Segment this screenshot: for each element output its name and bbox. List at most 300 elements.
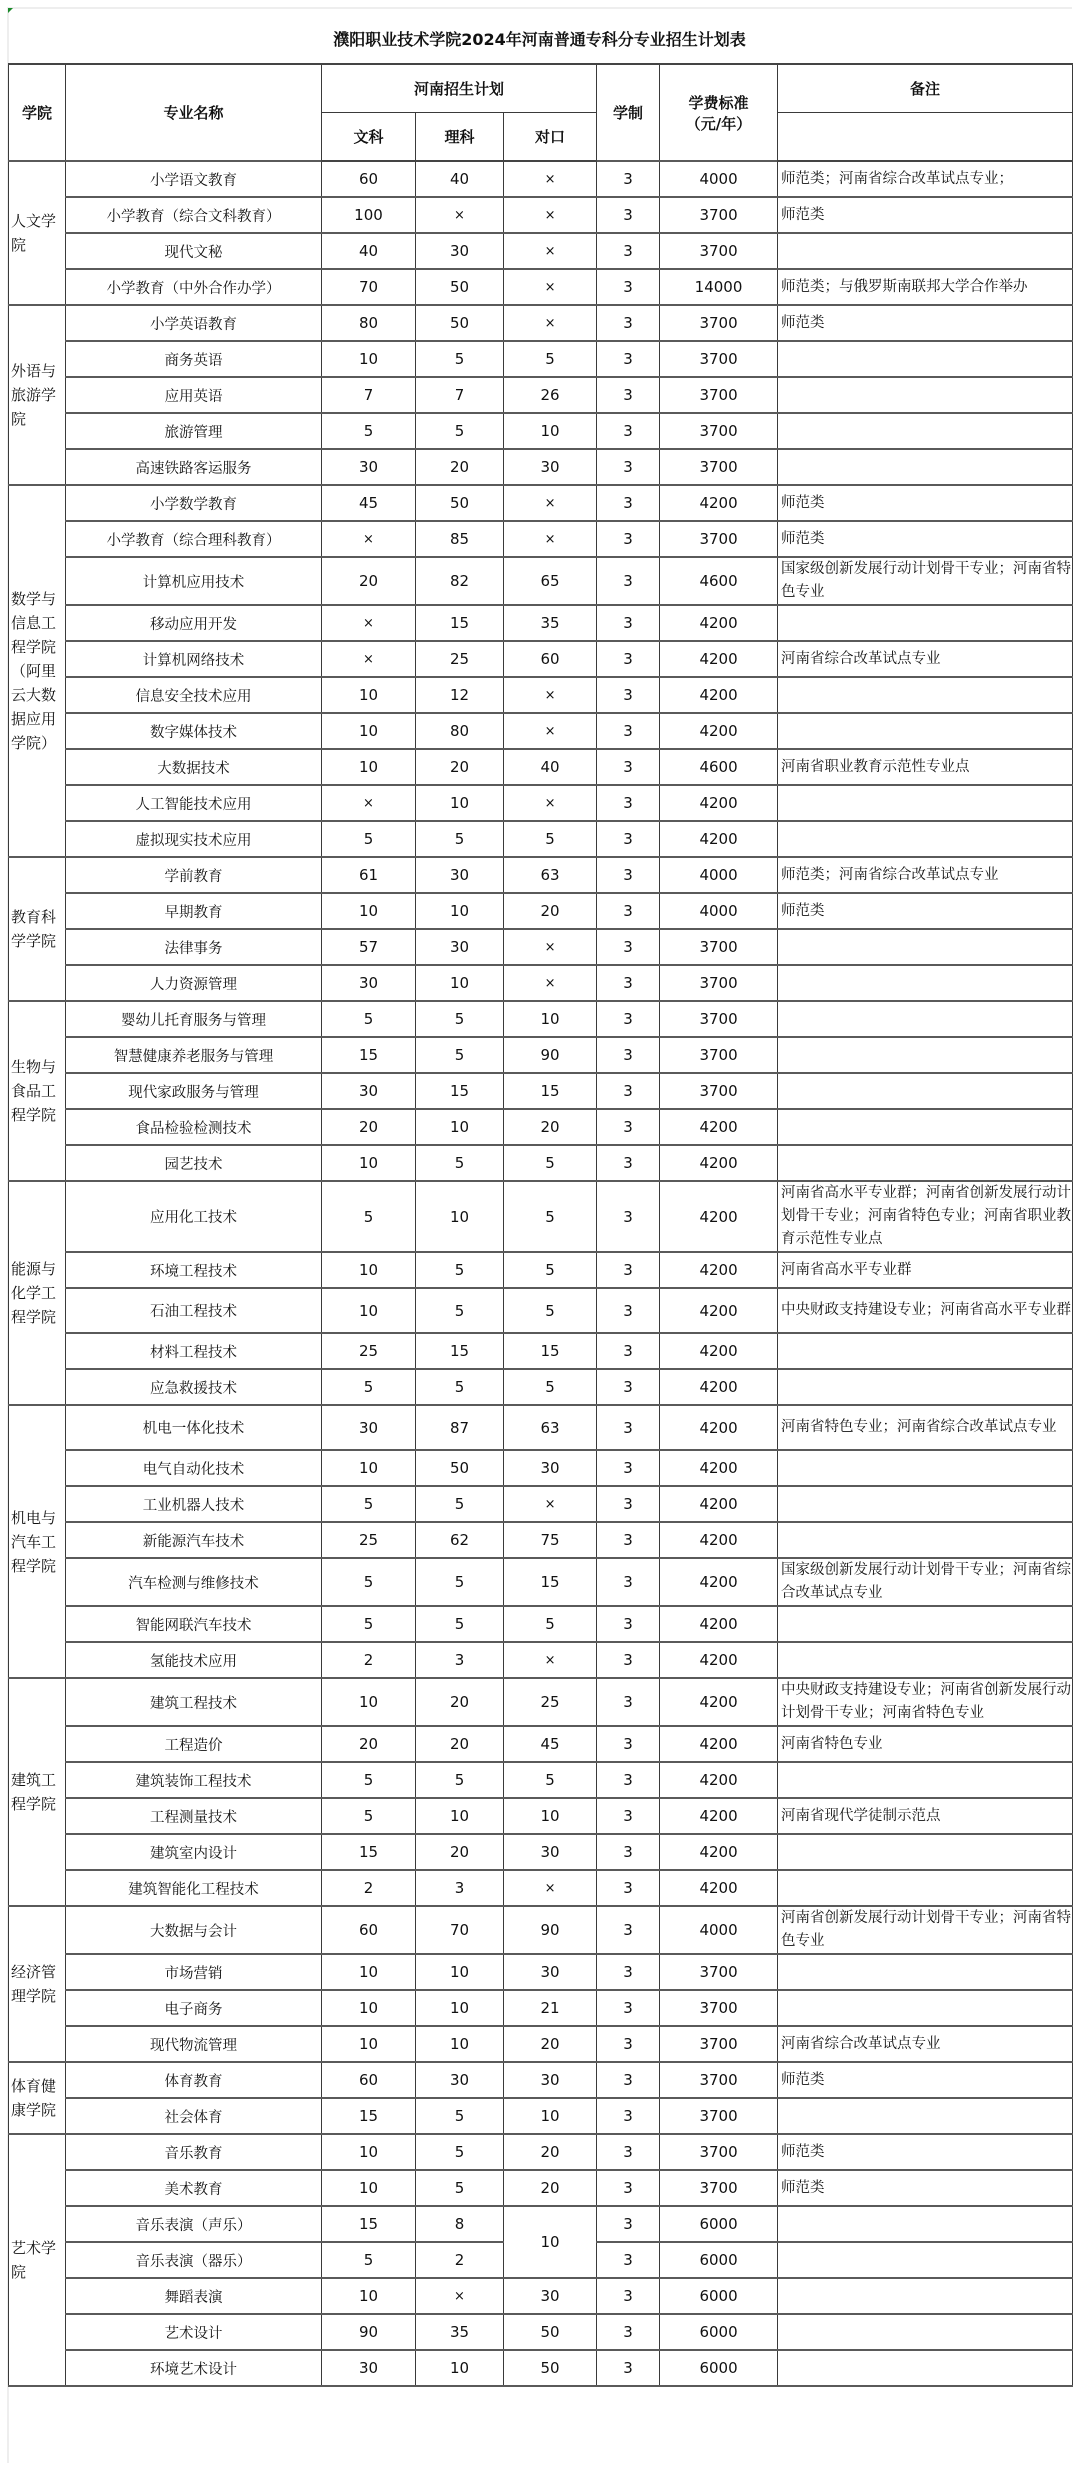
tuition-fee: 3700: [660, 1001, 778, 1037]
major-name: 高速铁路客运服务: [66, 449, 322, 485]
tuition-fee: 6000: [660, 2350, 778, 2386]
tuition-fee: 4600: [660, 557, 778, 605]
tuition-fee: 4200: [660, 713, 778, 749]
tuition-fee: 4200: [660, 1834, 778, 1870]
duration-years: 3: [597, 1606, 660, 1642]
remarks: [778, 677, 1073, 713]
remarks: 师范类: [778, 485, 1073, 521]
major-name: 社会体育: [66, 2098, 322, 2134]
college-name: 机电与汽车工程学院: [9, 1405, 66, 1678]
duration-years: 3: [597, 1762, 660, 1798]
table-row: [9, 1522, 1073, 1558]
major-name: 计算机应用技术: [66, 557, 322, 605]
tuition-fee: 4200: [660, 1642, 778, 1678]
arts-quota: 5: [322, 1798, 416, 1834]
table-row: [9, 305, 1073, 341]
major-name: 建筑工程技术: [66, 1678, 322, 1726]
college-name: 人文学院: [9, 161, 66, 305]
science-quota: 20: [416, 449, 504, 485]
remarks: 师范类: [778, 521, 1073, 557]
major-name: 应用英语: [66, 377, 322, 413]
tuition-fee: 3700: [660, 233, 778, 269]
vocational-quota: 63: [504, 857, 597, 893]
remarks: 师范类: [778, 2170, 1073, 2206]
arts-quota: 10: [322, 2170, 416, 2206]
science-quota: 2: [416, 2242, 504, 2278]
tuition-fee: 3700: [660, 965, 778, 1001]
vocational-quota: 30: [504, 449, 597, 485]
table-row: [9, 2062, 1073, 2098]
science-quota: 10: [416, 1109, 504, 1145]
header-tuition-line1: 学费标准: [688, 93, 749, 112]
arts-quota: 2: [322, 1870, 416, 1906]
major-name: 舞蹈表演: [66, 2278, 322, 2314]
vocational-quota: 5: [504, 1369, 597, 1405]
tuition-fee: 4200: [660, 1798, 778, 1834]
tuition-fee: 6000: [660, 2278, 778, 2314]
vocational-quota: 5: [504, 1762, 597, 1798]
tuition-fee: 4200: [660, 785, 778, 821]
tuition-fee: 4200: [660, 1369, 778, 1405]
tuition-fee: 3700: [660, 449, 778, 485]
college-name: 体育健康学院: [9, 2062, 66, 2134]
science-quota: 5: [416, 1369, 504, 1405]
major-name: 环境工程技术: [66, 1252, 322, 1288]
vocational-quota: 65: [504, 557, 597, 605]
arts-quota: 25: [322, 1333, 416, 1369]
duration-years: 3: [597, 1522, 660, 1558]
header-science: 理科: [416, 113, 504, 162]
table-row: [9, 1333, 1073, 1369]
major-name: 氢能技术应用: [66, 1642, 322, 1678]
table-row: [9, 2134, 1073, 2170]
science-quota: 3: [416, 1642, 504, 1678]
table-row: [9, 269, 1073, 305]
arts-quota: 10: [322, 893, 416, 929]
science-quota: 12: [416, 677, 504, 713]
remarks: [778, 821, 1073, 857]
duration-years: 3: [597, 1288, 660, 1333]
arts-quota: 30: [322, 1073, 416, 1109]
table-row: [9, 1642, 1073, 1678]
vocational-quota: 30: [504, 1954, 597, 1990]
tuition-fee: 3700: [660, 2098, 778, 2134]
duration-years: 3: [597, 161, 660, 197]
arts-quota: 70: [322, 269, 416, 305]
remarks: [778, 377, 1073, 413]
science-quota: 5: [416, 821, 504, 857]
remarks: [778, 341, 1073, 377]
duration-years: 3: [597, 605, 660, 641]
major-name: 小学教育（综合文科教育）: [66, 197, 322, 233]
science-quota: 5: [416, 1288, 504, 1333]
page-title: 濮阳职业技术学院2024年河南普通专科分专业招生计划表: [333, 30, 746, 49]
science-quota: 50: [416, 305, 504, 341]
remarks: [778, 1109, 1073, 1145]
remarks: [778, 2098, 1073, 2134]
vocational-quota: ×: [504, 965, 597, 1001]
duration-years: 3: [597, 2026, 660, 2062]
arts-quota: 15: [322, 1037, 416, 1073]
table-row: [9, 1405, 1073, 1450]
remarks: [778, 1333, 1073, 1369]
remarks: 师范类: [778, 2062, 1073, 2098]
vocational-quota: 45: [504, 1726, 597, 1762]
table-row: [9, 1990, 1073, 2026]
major-name: 小学数学教育: [66, 485, 322, 521]
arts-quota: 10: [322, 2278, 416, 2314]
arts-quota: ×: [322, 641, 416, 677]
table-row: [9, 485, 1073, 521]
table-row: [9, 557, 1073, 605]
table-row: [9, 2350, 1073, 2386]
vocational-quota: 15: [504, 1558, 597, 1606]
science-quota: 50: [416, 1450, 504, 1486]
arts-quota: 5: [322, 1762, 416, 1798]
table-row: [9, 2170, 1073, 2206]
tuition-fee: 14000: [660, 269, 778, 305]
major-name: 人工智能技术应用: [66, 785, 322, 821]
duration-years: 3: [597, 1333, 660, 1369]
duration-years: 3: [597, 1954, 660, 1990]
table-row: [9, 857, 1073, 893]
remarks: [778, 1990, 1073, 2026]
remarks: 师范类；河南省综合改革试点专业: [778, 857, 1073, 893]
tuition-fee: 3700: [660, 1073, 778, 1109]
duration-years: 3: [597, 1037, 660, 1073]
major-name: 虚拟现实技术应用: [66, 821, 322, 857]
duration-years: 3: [597, 713, 660, 749]
major-name: 大数据技术: [66, 749, 322, 785]
science-quota: 7: [416, 377, 504, 413]
arts-quota: 10: [322, 1954, 416, 1990]
vocational-quota: 5: [504, 341, 597, 377]
remarks: [778, 413, 1073, 449]
vocational-quota: 15: [504, 1333, 597, 1369]
tuition-fee: 4200: [660, 1558, 778, 1606]
college-name: 教育科学学院: [9, 857, 66, 1001]
duration-years: 3: [597, 1834, 660, 1870]
table-row: [9, 1001, 1073, 1037]
remarks: [778, 1762, 1073, 1798]
remarks: [778, 2206, 1073, 2242]
science-quota: 3: [416, 1870, 504, 1906]
major-name: 市场营销: [66, 1954, 322, 1990]
major-name: 小学教育（中外合作办学）: [66, 269, 322, 305]
tuition-fee: 4200: [660, 1405, 778, 1450]
table-row: [9, 1954, 1073, 1990]
remarks: [778, 605, 1073, 641]
major-name: 学前教育: [66, 857, 322, 893]
tuition-fee: 6000: [660, 2314, 778, 2350]
major-name: 现代物流管理: [66, 2026, 322, 2062]
major-name: 应用化工技术: [66, 1181, 322, 1252]
tuition-fee: 4200: [660, 1678, 778, 1726]
arts-quota: 15: [322, 2098, 416, 2134]
remarks: 河南省特色专业；河南省综合改革试点专业: [778, 1405, 1073, 1450]
arts-quota: 20: [322, 557, 416, 605]
remarks: 河南省创新发展行动计划骨干专业；河南省特色专业: [778, 1906, 1073, 1954]
duration-years: 3: [597, 1906, 660, 1954]
arts-quota: 2: [322, 1642, 416, 1678]
science-quota: 5: [416, 1037, 504, 1073]
science-quota: 62: [416, 1522, 504, 1558]
duration-years: 3: [597, 2242, 660, 2278]
arts-quota: 10: [322, 1450, 416, 1486]
major-name: 工程造价: [66, 1726, 322, 1762]
tuition-fee: 4000: [660, 893, 778, 929]
header-duration: 学制: [597, 64, 660, 161]
vocational-quota: 63: [504, 1405, 597, 1450]
major-name: 建筑智能化工程技术: [66, 1870, 322, 1906]
vocational-quota: 10: [504, 2206, 597, 2278]
vocational-quota: 50: [504, 2350, 597, 2386]
table-row: [9, 1252, 1073, 1288]
duration-years: 3: [597, 2314, 660, 2350]
vocational-quota: 50: [504, 2314, 597, 2350]
tuition-fee: 3700: [660, 341, 778, 377]
science-quota: 5: [416, 1001, 504, 1037]
enrollment-plan-table: [8, 63, 1073, 2387]
table-row: [9, 2206, 1073, 2242]
tuition-fee: 3700: [660, 1954, 778, 1990]
vocational-quota: 60: [504, 641, 597, 677]
vocational-quota: 26: [504, 377, 597, 413]
duration-years: 3: [597, 2062, 660, 2098]
vocational-quota: 5: [504, 1288, 597, 1333]
science-quota: 5: [416, 1558, 504, 1606]
remarks: [778, 449, 1073, 485]
tuition-fee: 4000: [660, 161, 778, 197]
arts-quota: 7: [322, 377, 416, 413]
vocational-quota: 21: [504, 1990, 597, 2026]
duration-years: 3: [597, 1870, 660, 1906]
tuition-fee: 3700: [660, 1037, 778, 1073]
duration-years: 3: [597, 449, 660, 485]
major-name: 大数据与会计: [66, 1906, 322, 1954]
science-quota: 50: [416, 269, 504, 305]
table-row: [9, 1109, 1073, 1145]
header-plan-group: 河南招生计划: [322, 64, 597, 113]
vocational-quota: ×: [504, 1870, 597, 1906]
major-name: 建筑装饰工程技术: [66, 1762, 322, 1798]
science-quota: 10: [416, 2026, 504, 2062]
remarks: 河南省职业教育示范性专业点: [778, 749, 1073, 785]
duration-years: 3: [597, 377, 660, 413]
duration-years: 3: [597, 641, 660, 677]
science-quota: 35: [416, 2314, 504, 2350]
major-name: 智能网联汽车技术: [66, 1606, 322, 1642]
table-row: [9, 2098, 1073, 2134]
remarks: 河南省现代学徒制示范点: [778, 1798, 1073, 1834]
college-name: 外语与旅游学院: [9, 305, 66, 485]
duration-years: 3: [597, 1726, 660, 1762]
arts-quota: 5: [322, 2242, 416, 2278]
major-name: 食品检验检测技术: [66, 1109, 322, 1145]
science-quota: ×: [416, 2278, 504, 2314]
tuition-fee: 3700: [660, 2026, 778, 2062]
arts-quota: 30: [322, 2350, 416, 2386]
vocational-quota: 20: [504, 2170, 597, 2206]
vocational-quota: 5: [504, 1252, 597, 1288]
tuition-fee: 4200: [660, 677, 778, 713]
tuition-fee: 4200: [660, 821, 778, 857]
tuition-fee: 4200: [660, 1145, 778, 1181]
vocational-quota: 35: [504, 605, 597, 641]
science-quota: 5: [416, 1145, 504, 1181]
tuition-fee: 3700: [660, 2170, 778, 2206]
vocational-quota: 30: [504, 2062, 597, 2098]
duration-years: 3: [597, 929, 660, 965]
vocational-quota: ×: [504, 785, 597, 821]
major-name: 小学语文教育: [66, 161, 322, 197]
header-remarks: 备注: [778, 64, 1073, 113]
remarks: [778, 1001, 1073, 1037]
arts-quota: 25: [322, 1522, 416, 1558]
college-name: 数学与信息工程学院（阿里云大数据应用学院）: [9, 485, 66, 857]
duration-years: 3: [597, 1450, 660, 1486]
table-row: [9, 1486, 1073, 1522]
tuition-fee: 4200: [660, 1606, 778, 1642]
science-quota: 8: [416, 2206, 504, 2242]
tuition-fee: 4200: [660, 1333, 778, 1369]
remarks: [778, 713, 1073, 749]
arts-quota: 10: [322, 2026, 416, 2062]
remarks: [778, 1642, 1073, 1678]
major-name: 材料工程技术: [66, 1333, 322, 1369]
remarks: 中央财政支持建设专业；河南省创新发展行动计划骨干专业；河南省特色专业: [778, 1678, 1073, 1726]
major-name: 建筑室内设计: [66, 1834, 322, 1870]
table-row: [9, 1870, 1073, 1906]
duration-years: 3: [597, 197, 660, 233]
remarks: [778, 1522, 1073, 1558]
vocational-quota: 30: [504, 1450, 597, 1486]
arts-quota: 60: [322, 2062, 416, 2098]
tuition-fee: 4200: [660, 1252, 778, 1288]
table-row: [9, 677, 1073, 713]
tuition-fee: 4200: [660, 1288, 778, 1333]
science-quota: 82: [416, 557, 504, 605]
arts-quota: 80: [322, 305, 416, 341]
major-name: 机电一体化技术: [66, 1405, 322, 1450]
remarks: [778, 2314, 1073, 2350]
college-name: 艺术学院: [9, 2134, 66, 2386]
cell-comment-indicator-icon: [8, 8, 13, 13]
tuition-fee: 3700: [660, 2134, 778, 2170]
table-row: [9, 1798, 1073, 1834]
remarks: 河南省特色专业: [778, 1726, 1073, 1762]
table-row: [9, 2278, 1073, 2314]
science-quota: 5: [416, 1252, 504, 1288]
duration-years: 3: [597, 521, 660, 557]
major-name: 婴幼儿托育服务与管理: [66, 1001, 322, 1037]
tuition-fee: 3700: [660, 1990, 778, 2026]
science-quota: 20: [416, 1726, 504, 1762]
tuition-fee: 4200: [660, 605, 778, 641]
remarks: [778, 1037, 1073, 1073]
science-quota: 10: [416, 965, 504, 1001]
arts-quota: 20: [322, 1726, 416, 1762]
duration-years: 3: [597, 965, 660, 1001]
vocational-quota: 90: [504, 1906, 597, 1954]
college-name: 生物与食品工程学院: [9, 1001, 66, 1181]
arts-quota: ×: [322, 785, 416, 821]
duration-years: 3: [597, 2278, 660, 2314]
arts-quota: 10: [322, 749, 416, 785]
science-quota: 10: [416, 893, 504, 929]
major-name: 电气自动化技术: [66, 1450, 322, 1486]
table-row: [9, 641, 1073, 677]
vocational-quota: 75: [504, 1522, 597, 1558]
table-row: [9, 233, 1073, 269]
major-name: 石油工程技术: [66, 1288, 322, 1333]
arts-quota: 10: [322, 1252, 416, 1288]
science-quota: 70: [416, 1906, 504, 1954]
major-name: 音乐表演（器乐）: [66, 2242, 322, 2278]
vocational-quota: 5: [504, 1181, 597, 1252]
major-name: 环境艺术设计: [66, 2350, 322, 2386]
remarks: [778, 233, 1073, 269]
major-name: 美术教育: [66, 2170, 322, 2206]
arts-quota: 60: [322, 1906, 416, 1954]
tuition-fee: 4200: [660, 1762, 778, 1798]
remarks: 中央财政支持建设专业；河南省高水平专业群: [778, 1288, 1073, 1333]
duration-years: 3: [597, 413, 660, 449]
duration-years: 3: [597, 1486, 660, 1522]
vocational-quota: ×: [504, 269, 597, 305]
duration-years: 3: [597, 233, 660, 269]
arts-quota: 5: [322, 1369, 416, 1405]
arts-quota: 90: [322, 2314, 416, 2350]
table-row: [9, 1369, 1073, 1405]
tuition-fee: 4200: [660, 1870, 778, 1906]
science-quota: 5: [416, 2098, 504, 2134]
table-body: [9, 161, 1073, 2386]
table-row: [9, 377, 1073, 413]
science-quota: 10: [416, 1990, 504, 2026]
science-quota: 5: [416, 2170, 504, 2206]
science-quota: 15: [416, 605, 504, 641]
tuition-fee: 4200: [660, 485, 778, 521]
duration-years: 3: [597, 1558, 660, 1606]
arts-quota: 10: [322, 341, 416, 377]
major-name: 信息安全技术应用: [66, 677, 322, 713]
header-remarks-blank: [778, 113, 1073, 162]
duration-years: 3: [597, 1073, 660, 1109]
table-row: [9, 713, 1073, 749]
remarks: [778, 1954, 1073, 1990]
major-name: 商务英语: [66, 341, 322, 377]
table-row: [9, 413, 1073, 449]
arts-quota: 10: [322, 1678, 416, 1726]
science-quota: 10: [416, 785, 504, 821]
table-row: [9, 929, 1073, 965]
major-name: 新能源汽车技术: [66, 1522, 322, 1558]
table-row: [9, 785, 1073, 821]
tuition-fee: 4200: [660, 1450, 778, 1486]
major-name: 现代家政服务与管理: [66, 1073, 322, 1109]
table-row: [9, 893, 1073, 929]
vocational-quota: 30: [504, 1834, 597, 1870]
remarks: 河南省综合改革试点专业: [778, 2026, 1073, 2062]
vocational-quota: ×: [504, 1642, 597, 1678]
remarks: 师范类: [778, 305, 1073, 341]
vocational-quota: 90: [504, 1037, 597, 1073]
header-vocational: 对口: [504, 113, 597, 162]
major-name: 旅游管理: [66, 413, 322, 449]
science-quota: 10: [416, 1954, 504, 1990]
science-quota: 20: [416, 1678, 504, 1726]
